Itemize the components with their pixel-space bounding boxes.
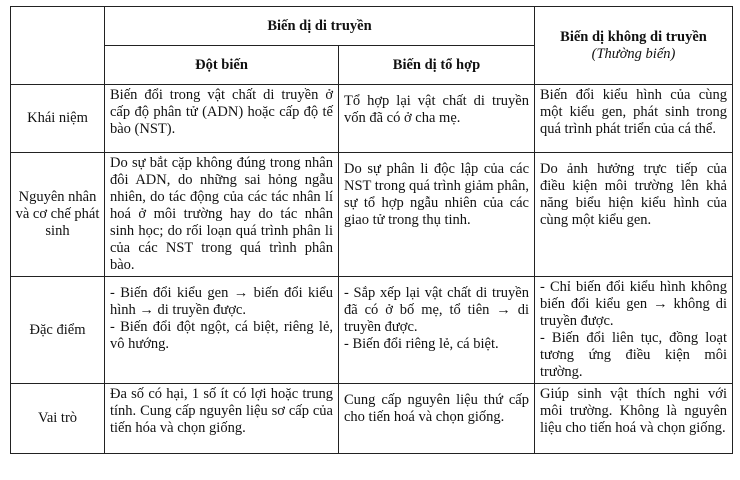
modification-cell: Biến đổi kiểu hình của cùng một kiểu gen, phát sinh trong quá trình phát triển của cá thể. bbox=[535, 85, 733, 153]
row-label: Khái niệm bbox=[11, 85, 105, 153]
recombination-cell: Cung cấp nguyên liệu thứ cấp cho tiến hoá và chọn giống. bbox=[339, 384, 535, 454]
mutation-header: Đột biến bbox=[105, 46, 339, 85]
list-item: - Chỉ biến đổi kiểu hình không biến đổi kiểu gen → không di truyền được. bbox=[540, 279, 727, 329]
recombination-cell: Tổ hợp lại vật chất di truyền vốn đã có ở cha mẹ. bbox=[339, 85, 535, 153]
header-row-top bbox=[11, 7, 733, 46]
non-heritable-subtitle: (Thường biến) bbox=[591, 45, 676, 62]
recombination-header: Biến dị tổ hợp bbox=[339, 46, 535, 85]
non-heritable-variation-header bbox=[535, 7, 733, 85]
list-item: - Sắp xếp lại vật chất di truyền đã có ở bố mẹ, tổ tiên → di truyền được. bbox=[344, 285, 529, 335]
mutation-cell: Biến đổi trong vật chất di truyền ở cấp độ phân tử (ADN) hoặc cấp độ tế bào (NST). bbox=[105, 85, 339, 153]
row-label: Đặc điểm bbox=[11, 277, 105, 384]
mutation-cell bbox=[105, 277, 339, 384]
mutation-cell: Đa số có hại, 1 số ít có lợi hoặc trung tính. Cung cấp nguyên liệu sơ cấp của tiến hóa và chọn giống. bbox=[105, 384, 339, 454]
row-label: Nguyên nhân và cơ chế phát sinh bbox=[11, 153, 105, 277]
recombination-cell bbox=[339, 277, 535, 384]
heritable-variation-header: Biến dị di truyền bbox=[105, 7, 535, 46]
list-item: - Biến đổi đột ngột, cá biệt, riêng lẻ, vô hướng. bbox=[110, 319, 333, 352]
table-row bbox=[11, 153, 733, 277]
mutation-cell: Do sự bắt cặp không đúng trong nhân đôi ADN, do những sai hỏng ngẫu nhiên, do tác động của các tác nhân lí hoá ở môi trường hay do tác nhân sinh học; do rối loạn quá trình phân li của các NST trong quá trình phân bào. bbox=[105, 153, 339, 277]
modification-cell: Do ảnh hưởng trực tiếp của điều kiện môi trường lên khả năng biểu hiện kiểu hình của cùng một kiểu gen. bbox=[535, 153, 733, 277]
list-item: - Biến đổi kiểu gen → biến đổi kiểu hình → di truyền được. bbox=[110, 285, 333, 318]
recombination-cell: Do sự phân li độc lập của các NST trong quá trình giảm phân, sự tổ hợp ngẫu nhiên của các giao tử trong thụ tinh. bbox=[339, 153, 535, 277]
variation-comparison-table bbox=[10, 6, 733, 454]
modification-cell: Giúp sinh vật thích nghi với môi trường. Không là nguyên liệu cho tiến hoá và chọn giống. bbox=[535, 384, 733, 454]
comparison-table-wrapper bbox=[10, 6, 733, 454]
table-row bbox=[11, 277, 733, 384]
table-row bbox=[11, 85, 733, 153]
list-item: - Biến đổi riêng lẻ, cá biệt. bbox=[344, 336, 499, 352]
table-row bbox=[11, 384, 733, 454]
corner-cell bbox=[11, 7, 105, 85]
modification-cell bbox=[535, 277, 733, 384]
non-heritable-title: Biến dị không di truyền bbox=[560, 28, 707, 45]
row-label: Vai trò bbox=[11, 384, 105, 454]
list-item: - Biến đổi liên tục, đồng loạt tương ứng điều kiện môi trường. bbox=[540, 330, 727, 380]
